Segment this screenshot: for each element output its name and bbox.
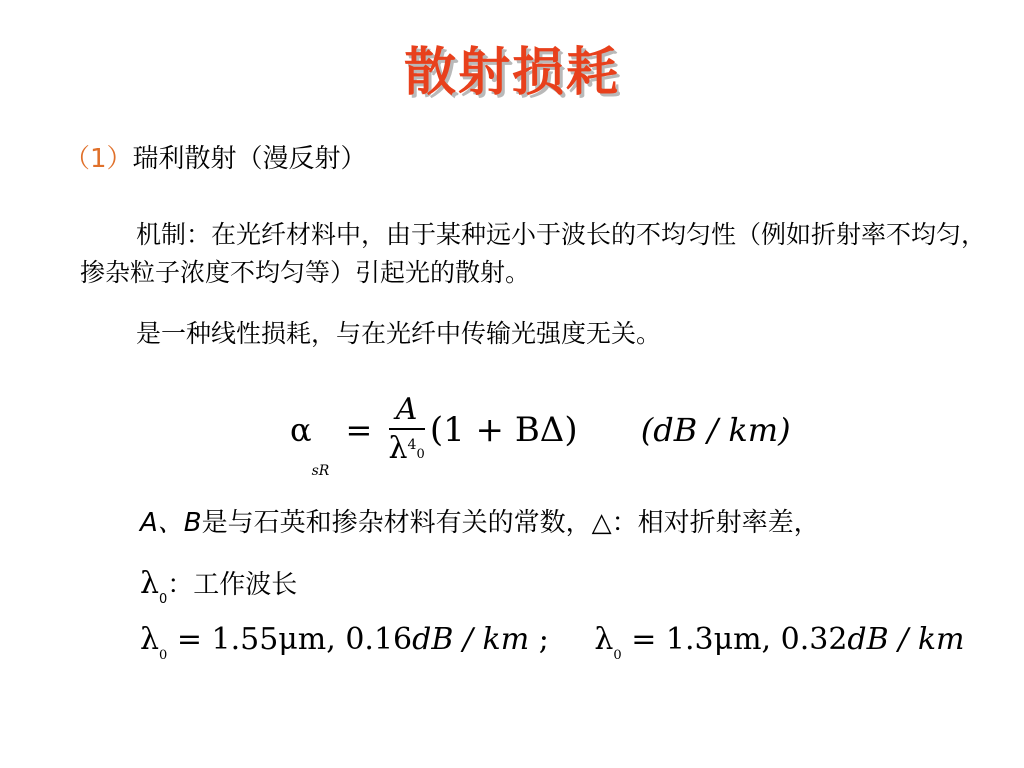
value-1-sub: 0 [159, 648, 168, 663]
slide-title: 散射损耗 [403, 43, 620, 103]
formula-alpha: α [290, 411, 312, 449]
formula-equals: = [345, 411, 373, 449]
formula-lambda: λ [388, 431, 408, 466]
formula-factor: (1 + BΔ) [429, 410, 578, 450]
section-heading [64, 138, 367, 175]
linear-loss-note: 是一种线性损耗，与在光纤中传输光强度无关。 [136, 319, 662, 348]
value-2-sub: 0 [613, 648, 622, 663]
formula-numerator: A [389, 392, 425, 430]
constants-text: 是与石英和掺杂材料有关的常数，△：相对折射率差， [201, 508, 820, 538]
value-1-eq: = 1.55μm, 0.16 [167, 622, 413, 657]
wavelength-text: ：工作波长 [167, 570, 298, 600]
wavelength-line [140, 564, 298, 607]
wavelength-symbol: λ [140, 566, 160, 601]
value-2-unit: dB / km [847, 622, 965, 657]
wavelength-sub: 0 [159, 592, 168, 607]
rayleigh-formula [290, 392, 810, 479]
value-1-unit: dB / km [412, 622, 530, 657]
section-heading-text: 瑞利散射（漫反射） [132, 144, 367, 174]
value-1-symbol: λ [140, 622, 160, 657]
value-1-sep: ; [529, 622, 549, 657]
mechanism-paragraph: 机制：在光纤材料中，由于某种远小于波长的不均匀性（例如折射率不均匀，掺杂粒子浓度不均匀等）引起光的散射。 [80, 220, 987, 287]
value-2-symbol: λ [594, 622, 614, 657]
formula-alpha-subscript: sR [311, 462, 330, 479]
value-1 [140, 622, 558, 663]
formula-lambda-sub: 0 [416, 447, 425, 462]
formula-unit: (dB / km) [640, 411, 791, 449]
value-2 [594, 622, 965, 663]
formula-fraction [389, 392, 425, 468]
section-number: （1） [64, 144, 133, 174]
values-line [140, 622, 965, 663]
constants-line [140, 502, 820, 539]
formula-lambda-sup: 4 [407, 437, 417, 453]
value-2-eq: = 1.3μm, 0.32 [621, 622, 848, 657]
constants-vars: A、B [140, 508, 202, 538]
